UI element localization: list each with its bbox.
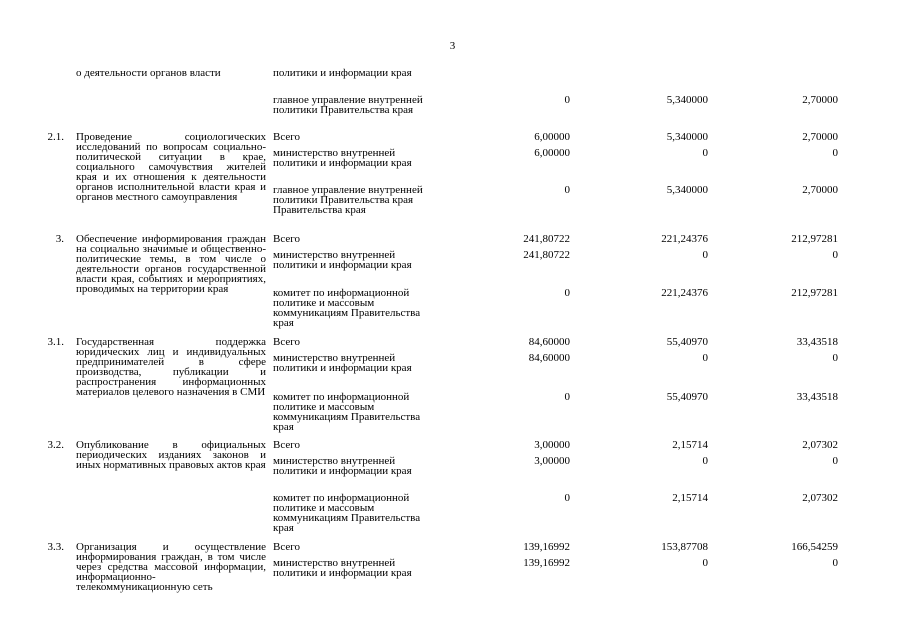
value-year-3: 33,43518 bbox=[796, 391, 838, 403]
row-executor: министерство внутренней политики и информации края bbox=[273, 147, 412, 169]
value-year-2: 221,24376 bbox=[661, 287, 708, 299]
value-year-2: 0 bbox=[702, 557, 708, 569]
value-year-3: 166,54259 bbox=[791, 541, 838, 553]
row-number: 2.1. bbox=[47, 131, 64, 143]
value-year-3: 2,07302 bbox=[802, 439, 838, 451]
row-executor: министерство внутренней политики и информации края bbox=[273, 455, 412, 477]
row-description: о деятельности органов власти bbox=[76, 67, 221, 79]
row-description: Государственная поддержка юридических лиц и индивидуальных предпринимателей в сфере производства, публикации и распространения информационных материалов целевого назначения в СМИ bbox=[76, 336, 266, 398]
value-year-1: 139,16992 bbox=[523, 541, 570, 553]
value-year-2: 5,340000 bbox=[666, 131, 708, 143]
value-year-2: 0 bbox=[702, 352, 708, 364]
row-executor: комитет по информационной политике и массовым коммуникациям Правительства края bbox=[273, 492, 421, 534]
value-year-3: 0 bbox=[832, 455, 838, 467]
row-executor: главное управление внутренней политики Правительства края bbox=[273, 94, 423, 116]
value-year-3: 212,97281 bbox=[791, 233, 838, 245]
row-description: Проведение социологических исследований по вопросам социально-политической ситуации в крае, социального самочувствия жителей края и их отношения к деятельности органов исполнительной власти края и органов местного самоуправления bbox=[76, 131, 266, 203]
value-year-3: 2,07302 bbox=[802, 492, 838, 504]
row-number: 3. bbox=[55, 233, 64, 245]
value-year-1: 0 bbox=[564, 94, 570, 106]
value-year-3: 2,70000 bbox=[802, 131, 838, 143]
row-description: Опубликование в официальных периодических изданиях законов и иных нормативных правовых актов края bbox=[76, 439, 266, 471]
value-year-2: 55,40970 bbox=[666, 336, 708, 348]
value-year-2: 2,15714 bbox=[672, 439, 708, 451]
value-year-1: 84,60000 bbox=[528, 352, 570, 364]
row-number: 3.2. bbox=[47, 439, 64, 451]
row-executor: Всего bbox=[273, 439, 300, 451]
row-executor: комитет по информационной политике и массовым коммуникациям Правительства края bbox=[273, 287, 421, 329]
value-year-1: 6,00000 bbox=[534, 131, 570, 143]
value-year-3: 212,97281 bbox=[791, 287, 838, 299]
value-year-1: 139,16992 bbox=[523, 557, 570, 569]
value-year-1: 3,00000 bbox=[534, 439, 570, 451]
value-year-1: 6,00000 bbox=[534, 147, 570, 159]
row-executor: комитет по информационной политике и массовым коммуникациям Правительства края bbox=[273, 391, 421, 433]
value-year-3: 33,43518 bbox=[796, 336, 838, 348]
value-year-2: 0 bbox=[702, 249, 708, 261]
row-executor: Всего bbox=[273, 233, 300, 245]
value-year-3: 0 bbox=[832, 249, 838, 261]
value-year-3: 0 bbox=[832, 557, 838, 569]
value-year-2: 221,24376 bbox=[661, 233, 708, 245]
row-executor: министерство внутренней политики и информации края bbox=[273, 557, 412, 579]
row-number: 3.3. bbox=[47, 541, 64, 553]
value-year-2: 2,15714 bbox=[672, 492, 708, 504]
row-executor: Всего bbox=[273, 336, 300, 348]
value-year-1: 0 bbox=[564, 287, 570, 299]
row-executor: главное управление внутренней политики Правительства края Правительства края bbox=[273, 184, 423, 216]
value-year-2: 55,40970 bbox=[666, 391, 708, 403]
value-year-1: 241,80722 bbox=[523, 249, 570, 261]
value-year-2: 0 bbox=[702, 147, 708, 159]
value-year-1: 3,00000 bbox=[534, 455, 570, 467]
value-year-3: 0 bbox=[832, 352, 838, 364]
value-year-1: 0 bbox=[564, 391, 570, 403]
row-executor: министерство внутренней политики и информации края bbox=[273, 352, 412, 374]
value-year-1: 241,80722 bbox=[523, 233, 570, 245]
row-executor: министерство внутренней политики и информации края bbox=[273, 249, 412, 271]
row-executor: Всего bbox=[273, 131, 300, 143]
row-executor: политики и информации края bbox=[273, 67, 412, 79]
value-year-1: 84,60000 bbox=[528, 336, 570, 348]
value-year-3: 2,70000 bbox=[802, 94, 838, 106]
value-year-3: 2,70000 bbox=[802, 184, 838, 196]
value-year-1: 0 bbox=[564, 184, 570, 196]
value-year-2: 153,87708 bbox=[661, 541, 708, 553]
value-year-2: 0 bbox=[702, 455, 708, 467]
page-number: 3 bbox=[449, 40, 456, 52]
value-year-2: 5,340000 bbox=[666, 94, 708, 106]
row-description: Обеспечение информирования граждан на социально значимые и общественно-политические темы, в том числе о деятельности органов государственной власти края, событиях и мероприятиях, проводимых на территории края bbox=[76, 233, 266, 295]
row-description: Организация и осуществление информирования граждан, в том числе через средства массовой информации, информационно-телекоммуникационную сеть bbox=[76, 541, 266, 593]
value-year-1: 0 bbox=[564, 492, 570, 504]
value-year-2: 5,340000 bbox=[666, 184, 708, 196]
row-number: 3.1. bbox=[47, 336, 64, 348]
row-executor: Всего bbox=[273, 541, 300, 553]
value-year-3: 0 bbox=[832, 147, 838, 159]
